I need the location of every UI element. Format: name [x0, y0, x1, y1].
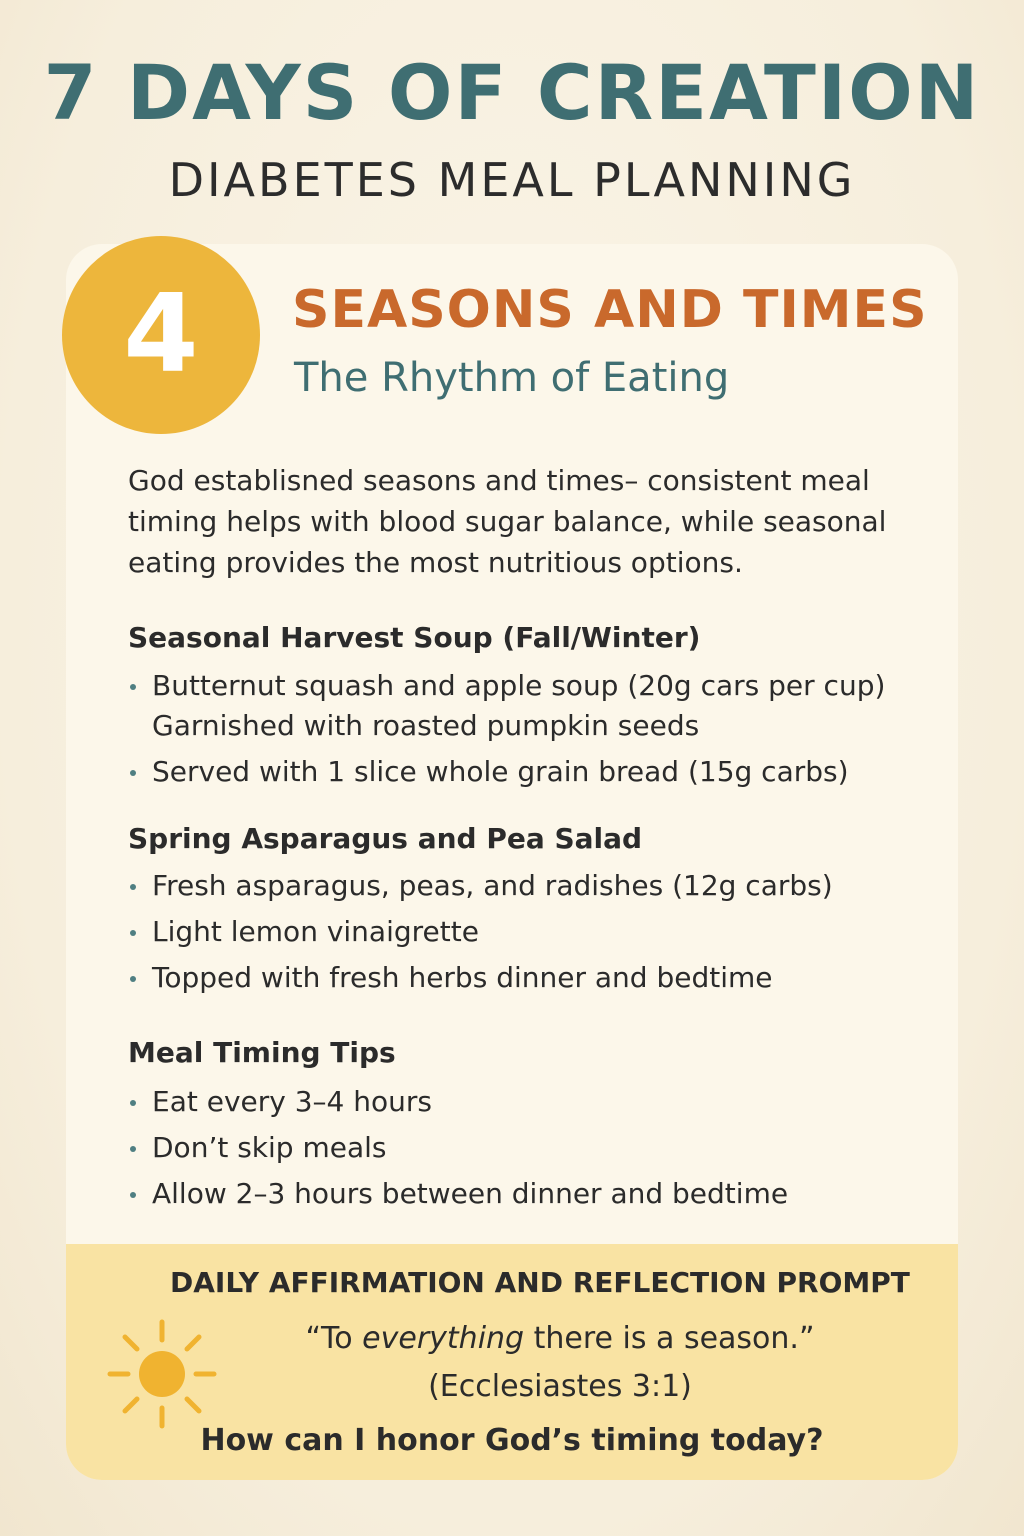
page-title: 7 DAYS OF CREATION — [43, 48, 981, 137]
list-item — [128, 666, 928, 746]
section-subtitle: The Rhythm of Eating — [294, 355, 730, 401]
soup-item-text: Served with 1 slice whole grain bread (15g carbs) — [152, 755, 849, 788]
page-subtitle: DIABETES MEAL PLANNING — [168, 153, 856, 207]
salad-heading: Spring Asparagus and Pea Salad — [128, 822, 643, 855]
bullet-icon — [130, 770, 136, 776]
soup-heading: Seasonal Harvest Soup (Fall/Winter) — [128, 621, 701, 654]
salad-item-text: Light lemon vinaigrette — [152, 915, 479, 948]
intro-paragraph: God establisned seasons and times– consistent meal timing helps with blood sugar balance, while seasonal eating provides the most nutritious options. — [128, 464, 887, 579]
soup-item-text: Butternut squash and apple soup (20g cars per cup) Garnished with roasted pumpkin seeds — [152, 669, 886, 742]
quote-open: “To — [305, 1321, 363, 1356]
timing-list — [128, 1082, 928, 1220]
timing-item-text: Don’t skip meals — [152, 1131, 387, 1164]
list-item — [128, 958, 928, 998]
salad-item-text: Fresh asparagus, peas, and radishes (12g carbs) — [152, 869, 833, 902]
reflection-prompt: How can I honor God’s timing today? — [200, 1423, 824, 1458]
list-item — [128, 752, 928, 792]
salad-item-text: Topped with fresh herbs dinner and bedtime — [152, 961, 773, 994]
list-item — [128, 1082, 928, 1122]
list-item — [128, 912, 928, 952]
section-title: SEASONS AND TIMES — [292, 280, 928, 340]
bullet-icon — [130, 930, 136, 936]
bullet-icon — [130, 1146, 136, 1152]
quote-citation: (Ecclesiastes 3:1) — [428, 1369, 692, 1404]
day-number: 4 — [123, 272, 199, 397]
bullet-icon — [130, 1192, 136, 1198]
bullet-icon — [130, 1100, 136, 1106]
timing-heading: Meal Timing Tips — [128, 1036, 396, 1069]
affirmation-quote — [200, 1318, 920, 1360]
list-item — [128, 1128, 928, 1168]
sun-core — [139, 1351, 185, 1397]
list-item — [128, 1174, 928, 1214]
timing-item-text: Eat every 3–4 hours — [152, 1085, 432, 1118]
list-item — [128, 866, 928, 906]
salad-list — [128, 866, 928, 1004]
soup-list — [128, 666, 928, 798]
quote-close: there is a season.” — [524, 1321, 815, 1356]
timing-item-text: Allow 2–3 hours between dinner and bedtime — [152, 1177, 789, 1210]
bullet-icon — [130, 684, 136, 690]
bullet-icon — [130, 976, 136, 982]
day-number-badge — [62, 236, 260, 434]
affirmation-heading: DAILY AFFIRMATION AND REFLECTION PROMPT — [170, 1266, 910, 1299]
bullet-icon — [130, 884, 136, 890]
quote-emphasis: everything — [362, 1321, 525, 1356]
